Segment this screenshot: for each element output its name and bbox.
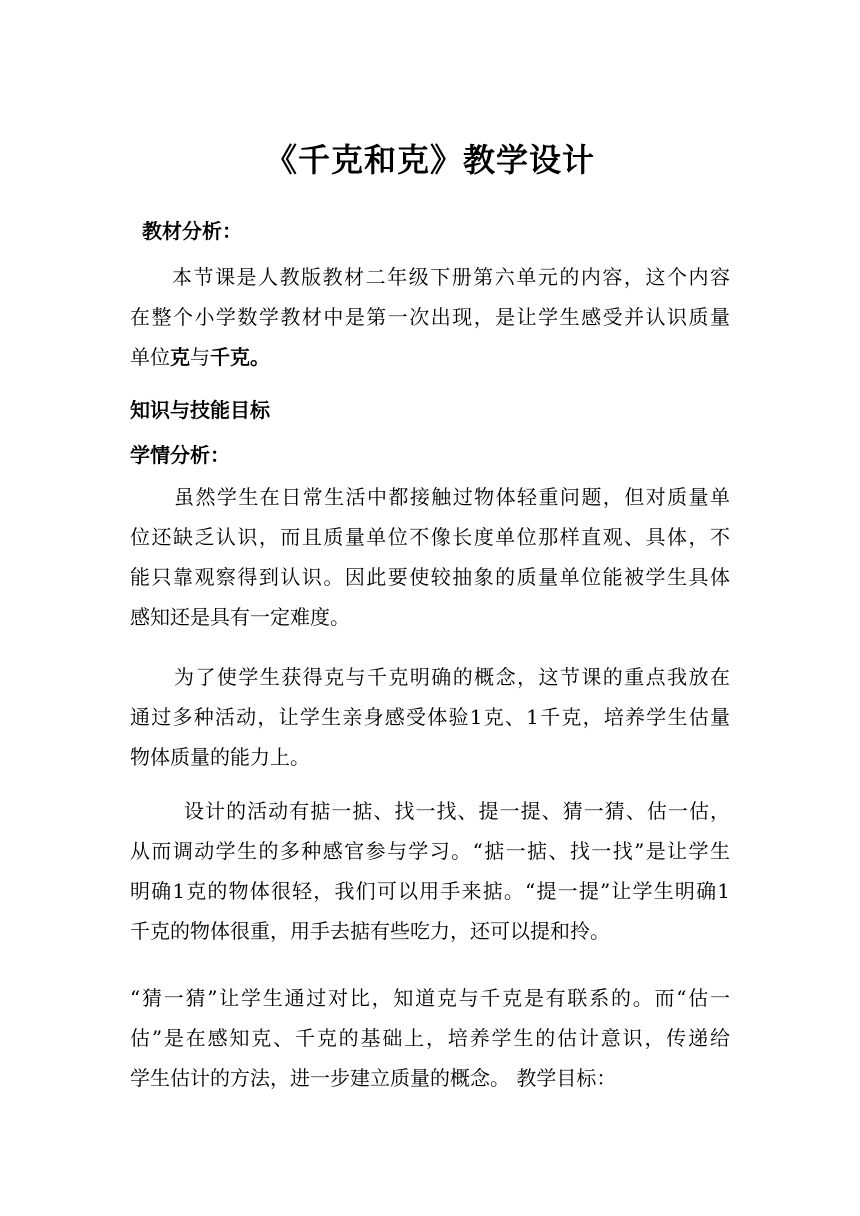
paragraph-line: 在整个小学数学教材中是第一次出现，是让学生感受并认识质量 xyxy=(130,305,730,329)
paragraph-line: 学生估计的方法，进一步建立质量的概念。 教学目标： xyxy=(130,1066,617,1090)
paragraph-line: 千克的物体很重，用手去掂有些吃力，还可以提和拎。 xyxy=(130,919,610,943)
paragraph-text: 与 xyxy=(190,345,210,369)
document-title: 《千克和克》教学设计 xyxy=(264,141,595,179)
paragraph-line: 能只靠观察得到认识。因此要使较抽象的质量单位能被学生具体 xyxy=(130,565,730,589)
paragraph-guess-estimate xyxy=(130,978,730,1098)
paragraph-line: 从而调动学生的多种感官参与学习。“掂一掂、找一找”是让学生 xyxy=(130,839,730,863)
paragraph-line: 设计的活动有掂一掂、找一找、提一提、猜一猜、估一估， xyxy=(184,799,730,823)
paragraph-line: 估”是在感知克、千克的基础上，培养学生的估计意识，传递给 xyxy=(130,1026,730,1050)
bold-term-kilogram: 千克。 xyxy=(210,345,270,369)
paragraph-line: 物体质量的能力上。 xyxy=(130,745,310,769)
paragraph-line: “猜一猜”让学生通过对比，知道克与千克是有联系的。而“估一 xyxy=(130,986,730,1010)
paragraph-line: 位还缺乏认识，而且质量单位不像长度单位那样直观、具体，不 xyxy=(130,525,730,549)
bold-term-gram: 克 xyxy=(170,345,190,369)
paragraph-activities xyxy=(130,791,730,951)
paragraph-key-points xyxy=(130,657,730,777)
paragraph-line: 虽然学生在日常生活中都接触过物体轻重问题，但对质量单 xyxy=(174,485,730,509)
paragraph-line: 通过多种活动，让学生亲身感受体验1克、1千克，培养学生估量 xyxy=(130,705,730,729)
paragraph-line xyxy=(130,337,730,377)
paragraph-textbook-analysis xyxy=(130,257,730,377)
paragraph-line: 感知还是具有一定难度。 xyxy=(130,605,350,629)
paragraph-line: 为了使学生获得克与千克明确的概念，这节课的重点我放在 xyxy=(174,665,730,689)
paragraph-text: 单位 xyxy=(130,345,170,369)
section-heading-student-analysis: 学情分析： xyxy=(130,443,230,467)
section-heading-textbook-analysis: 教材分析： xyxy=(142,219,242,243)
section-heading-knowledge-goals: 知识与技能目标 xyxy=(130,398,270,422)
paragraph-line: 本节课是人教版教材二年级下册第六单元的内容，这个内容 xyxy=(172,265,730,289)
paragraph-line: 明确1克的物体很轻，我们可以用手来掂。“提一提”让学生明确1 xyxy=(130,879,730,903)
paragraph-student-analysis xyxy=(130,477,730,637)
